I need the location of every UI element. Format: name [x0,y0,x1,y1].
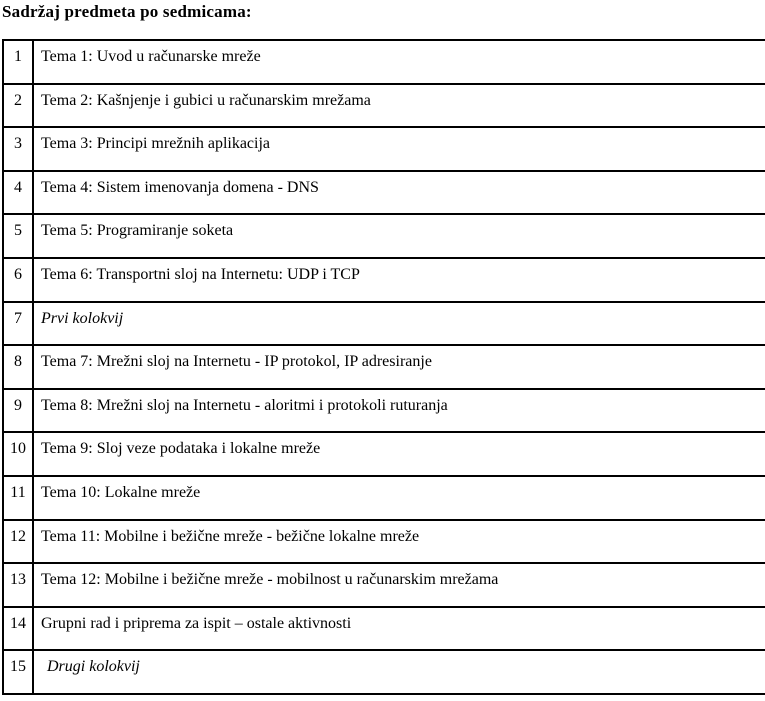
week-number-cell: 1 [4,41,34,83]
weekly-topics-table [2,39,765,695]
table-row [4,433,765,477]
week-number-cell: 12 [4,521,34,563]
table-row [4,303,765,347]
week-number-cell: 7 [4,303,34,345]
topic-cell: Tema 10: Lokalne mreže [41,483,201,501]
week-number-cell: 9 [4,390,34,432]
table-row [4,215,765,259]
table-row [4,172,765,216]
table-row [4,564,765,608]
table-row [4,259,765,303]
topic-cell: Tema 5: Programiranje soketa [41,222,234,240]
table-row [4,521,765,565]
table-row [4,608,765,652]
topic-cell: Tema 9: Sloj veze podataka i lokalne mreže [41,440,321,458]
page-title: Sadržaj predmeta po sedmicama: [2,2,252,21]
topic-cell: Prvi kolokvij [41,309,124,327]
week-number-cell: 5 [4,215,34,257]
table-row [4,477,765,521]
topic-cell: Grupni rad i priprema za ispit – ostale aktivnosti [41,614,352,632]
table-row [4,128,765,172]
week-number-cell: 11 [4,477,34,519]
topic-cell: Tema 3: Principi mrežnih aplikacija [41,135,271,153]
week-number-cell: 3 [4,128,34,170]
topic-cell: Tema 7: Mrežni sloj na Internetu - IP protokol, IP adresiranje [41,353,432,371]
week-number-cell: 6 [4,259,34,301]
week-number-cell: 10 [4,433,34,475]
week-number-cell: 4 [4,172,34,214]
topic-cell: Tema 2: Kašnjenje i gubici u računarskim mrežama [41,91,371,109]
topic-cell: Tema 6: Transportni sloj na Internetu: UDP i TCP [41,265,360,283]
week-number-cell: 2 [4,85,34,127]
table-row [4,390,765,434]
table-row [4,41,765,85]
topic-cell: Tema 1: Uvod u računarske mreže [41,48,261,65]
topic-cell: Tema 8: Mrežni sloj na Internetu - aloritmi i protokoli ruturanja [41,396,448,414]
table-row [4,85,765,129]
week-number-cell: 15 [4,651,34,693]
topic-cell: Tema 11: Mobilne i bežične mreže - bežične lokalne mreže [41,527,420,545]
week-number-cell: 13 [4,564,34,606]
topic-cell: Tema 12: Mobilne i bežične mreže - mobilnost u računarskim mrežama [41,571,499,589]
topic-cell: Tema 4: Sistem imenovanja domena - DNS [41,178,319,196]
week-number-cell: 14 [4,608,34,650]
table-row [4,651,765,695]
week-number-cell: 8 [4,346,34,388]
topic-cell: Drugi kolokvij [47,658,140,676]
table-row [4,346,765,390]
